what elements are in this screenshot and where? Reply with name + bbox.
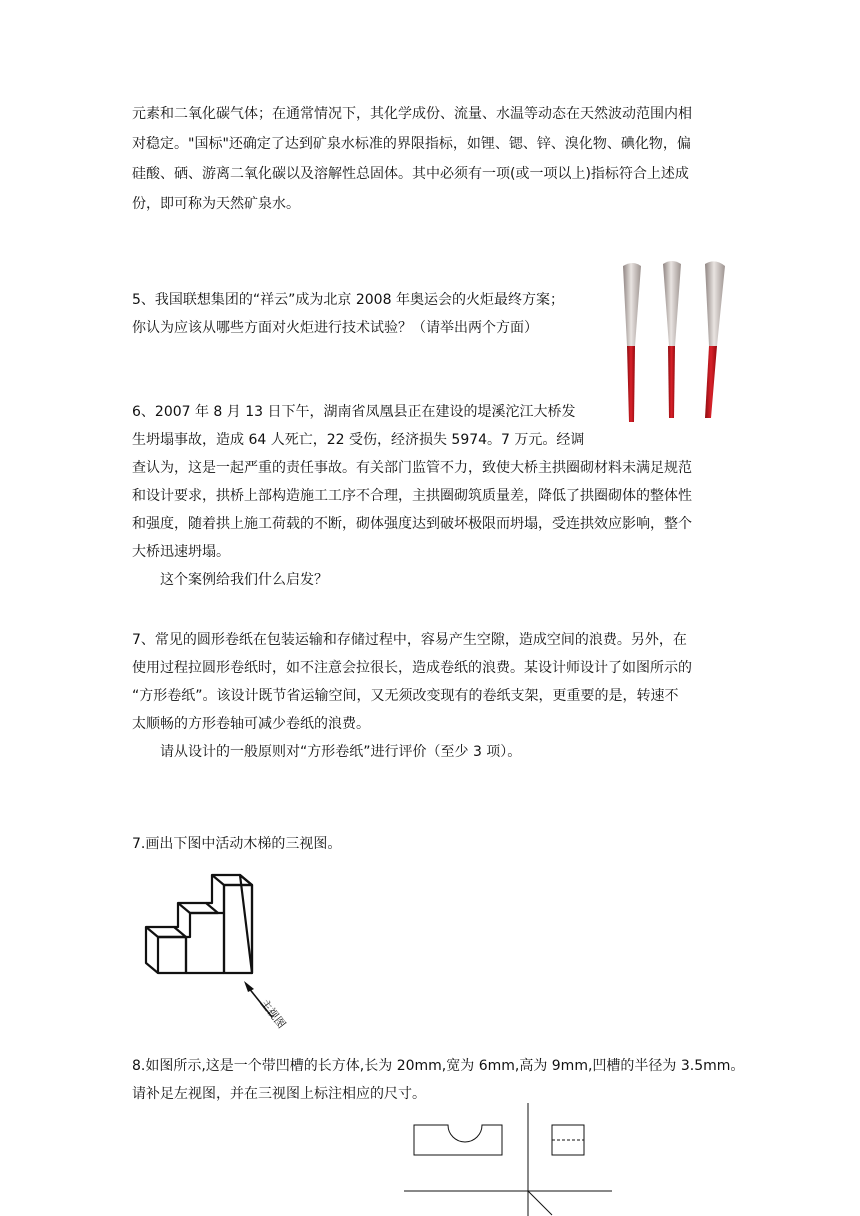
step-middle-face [178, 903, 218, 913]
text-line: 8.如图所示,这是一个带凹槽的长方体,长为 20mm,宽为 6mm,高为 9mm,凹槽的半径为 3.5mm。 [132, 1058, 745, 1074]
stairs-back-right-face [224, 885, 252, 973]
text-line: 请补足左视图，并在三视图上标注相应的尺寸。 [132, 1086, 426, 1102]
q5-question [132, 286, 612, 342]
text-line: 硅酸、硒、游离二氧化碳以及溶解性总固体。其中必须有一项(或一项以上)指标符合上述成 [132, 166, 689, 182]
text-line: 和强度，随着拱上施工荷载的不断，砌体强度达到破坏极限而坍塌，受连拱效应影响，整个 [132, 516, 692, 532]
stairs-drawing [140, 865, 289, 1031]
text-line: 你认为应该从哪些方面对火炬进行技术试验？（请举出两个方面） [132, 320, 538, 336]
text-line: 生坍塌事故，造成 64 人死亡，22 受伤，经济损失 5974。7 万元。经调 [132, 432, 585, 448]
text-line: 太顺畅的方形卷轴可减少卷纸的浪费。 [132, 716, 370, 732]
three-view-drawing [402, 1103, 614, 1216]
text-line: 查认为，这是一起严重的责任事故。有关部门监管不力，致使大桥主拱圈砌材料未满足规范 [132, 460, 692, 476]
text-line: 使用过程拉圆形卷纸时，如不注意会拉很长，造成卷纸的浪费。某设计师设计了如图所示的 [132, 660, 692, 676]
text-line: 份，即可称为天然矿泉水。 [132, 196, 300, 212]
miter-line [528, 1191, 552, 1215]
text-line: 7.画出下图中活动木梯的三视图。 [132, 836, 342, 852]
q7b-question [132, 829, 744, 859]
q8-question [132, 1052, 744, 1108]
text-line: 6、2007 年 8 月 13 日下午，湖南省凤凰县正在建设的堤溪沱江大桥发 [132, 404, 576, 420]
step-low-face [146, 927, 186, 937]
question-prompt: 这个案例给我们什么启发？ [160, 572, 328, 588]
text-line: “方形卷纸”。该设计既节省运输空间，又无须改变现有的卷纸支架，更重要的是，转速不 [132, 688, 679, 704]
torch-middle [663, 261, 681, 418]
torch-right [705, 261, 725, 418]
text-line: 7、常见的圆形卷纸在包装运输和存储过程中，容易产生空隙，造成空间的浪费。另外，在 [132, 632, 687, 648]
text-line: 大桥迅速坍塌。 [132, 544, 230, 560]
question-prompt: 请从设计的一般原则对“方形卷纸”进行评价（至少 3 项）。 [160, 744, 522, 760]
text-line: 元素和二氧化碳气体；在通常情况下，其化学成份、流量、水温等动态在天然波动范围内相 [132, 106, 692, 122]
text-line: 对稳定。"国标"还确定了达到矿泉水标准的界限指标，如锂、锶、锌、溴化物、碘化物，偏 [132, 136, 691, 152]
text-line: 5、我国联想集团的“祥云”成为北京 2008 年奥运会的火炬最终方案； [132, 292, 564, 308]
q4-paragraph-tail [132, 99, 744, 219]
front-view [414, 1125, 502, 1155]
arrow-label: 主视图 [257, 996, 289, 1031]
q7-question [132, 626, 744, 766]
text-line: 和设计要求，拱桥上部构造施工工序不合理，主拱圈砌筑质量差，降低了拱圈砌体的整体性 [132, 488, 692, 504]
q6-question [132, 398, 744, 594]
